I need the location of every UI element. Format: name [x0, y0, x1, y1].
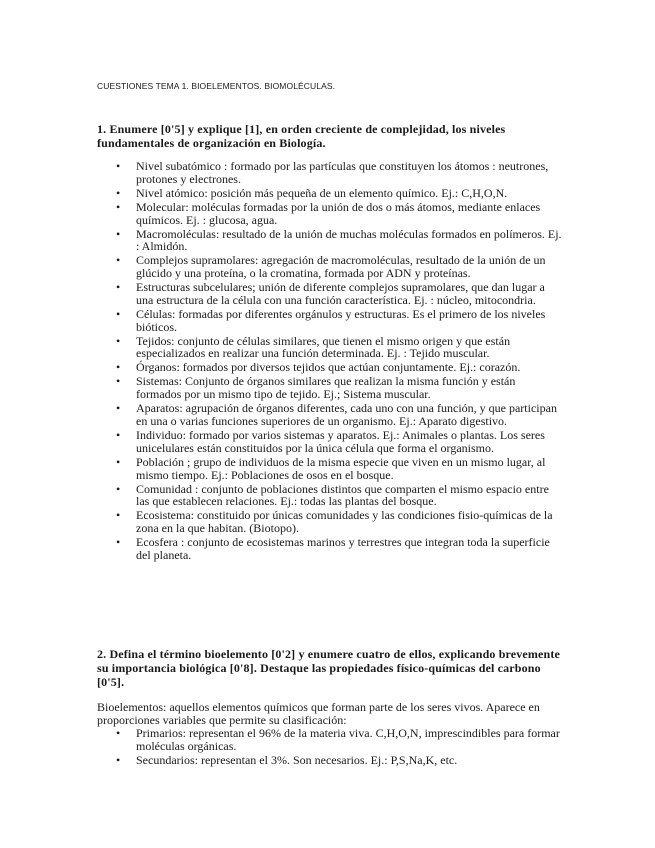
list-item: • Ecosistema: constituido por únicas comunidades y las condiciones fisio-químicas de la zona en la que habitan. (Biotopo). — [116, 508, 553, 536]
bullet-icon: • — [116, 333, 121, 348]
bullet-icon: • — [116, 374, 121, 389]
list-item: • Primarios: representan el 96% de la materia viva. C,H,O,N, imprescindibles para formar moléculas orgánicas. — [116, 726, 560, 753]
list-item: • Ecosfera : conjunto de ecosistemas marinos y terrestres que integran toda la superficie del planeta. — [116, 535, 550, 562]
bullet-icon: • — [116, 726, 121, 740]
bullet-icon: • — [116, 226, 121, 241]
organization-levels-list — [97, 160, 562, 563]
list-item: • Comunidad : conjunto de poblaciones distintos que comparten el mismo espacio entre las que establecen relaciones. Ej.: todas las plantas del bosque. — [116, 481, 549, 509]
bullet-icon: • — [116, 535, 121, 550]
list-item: • Individuo: formado por varios sistemas y aparatos. Ej.: Animales o plantas. Los seres unicelulares están constituidos por la única célula que forma el organismo. — [116, 428, 545, 455]
bullet-icon: • — [116, 454, 121, 469]
bullet-icon: • — [116, 481, 121, 496]
bullet-icon: • — [116, 253, 121, 268]
bullet-icon: • — [116, 280, 121, 295]
list-item: • Secundarios: representan el 3%. Son necesarios. Ej.: P,S,Na,K, etc. — [116, 752, 458, 767]
answer-2 — [97, 701, 562, 768]
bullet-icon: • — [116, 185, 121, 200]
list-item: • Macromoléculas: resultado de la unión de muchas moléculas formados en polímeros. Ej. : Almidón. — [116, 226, 562, 254]
bullet-icon: • — [116, 306, 121, 321]
bullet-icon: • — [116, 508, 121, 523]
bullet-icon: • — [116, 401, 121, 416]
list-item: • Molecular: moléculas formadas por la unión de dos o más átomos, mediante enlaces químicos. Ej. : glucosa, agua. — [116, 199, 541, 227]
list-item: • Complejos supramolares: agregación de macromoléculas, resultado de la unión de un glúcido y una proteína, o la cromatina, formada por ADN y proteínas. — [116, 253, 546, 281]
list-item: • Sistemas: Conjunto de órganos similares que realizan la misma función y están formados por un mismo tipo de tejido. Ej.; Sistema muscular. — [116, 374, 516, 402]
list-item: • Aparatos: agrupación de órganos diferentes, cada uno con una función, y que participan en una o varias funciones superiores de un organismo. Ej.: Aparato digestivo. — [116, 401, 557, 429]
bullet-icon: • — [116, 199, 121, 214]
list-item: • Órganos: formados por diversos tejidos que actúan conjuntamente. Ej.: corazón. — [116, 360, 521, 375]
list-item: • Tejidos: conjunto de células similares, que tienen el mismo origen y que están especializados en realizar una función determinada. Ej. : Tejido muscular. — [116, 333, 511, 361]
answer-2-intro: Bioelementos: aquellos elementos químicos que forman parte de los seres vivos. Aparece en proporciones variables que permite su clasificación: — [97, 700, 540, 727]
bioelements-list — [97, 727, 562, 767]
list-item: • Nivel subatómico : formado por las partículas que constituyen los átomos : neutrones, protones y electrones. — [116, 159, 549, 186]
bullet-icon: • — [116, 428, 121, 442]
list-item: • Nivel atómico: posición más pequeña de un elemento químico. Ej.: C,H,O,N. — [116, 185, 508, 200]
question-2: 2. Defina el término bioelemento [0'2] y enumere cuatro de ellos, explicando brevemente su importancia biológica [0'8]. Destaque las propiedades físico-químicas del carbono [0'5]. — [97, 647, 560, 689]
bullet-icon: • — [116, 159, 121, 173]
list-item: • Células: formadas por diferentes orgánulos y estructuras. Es el primero de los niveles bióticos. — [116, 306, 546, 334]
document-header: CUESTIONES TEMA 1. BIOELEMENTOS. BIOMOLÉCULAS. — [97, 81, 336, 91]
bullet-icon: • — [116, 752, 121, 767]
list-item: • Población ; grupo de individuos de la misma especie que viven en un mismo lugar, al mismo tiempo. Ej.: Poblaciones de osos en el bosque. — [116, 454, 546, 482]
list-item: • Estructuras subcelulares; unión de diferente complejos supramolares, que dan lugar a una estructura de la célula con una función característica. Ej. : núcleo, mitocondria. — [116, 280, 545, 307]
question-1: 1. Enumere [0'5] y explique [1], en orden creciente de complejidad, los niveles fundamentales de organización en Biología. — [97, 122, 506, 150]
bullet-icon: • — [116, 360, 121, 375]
